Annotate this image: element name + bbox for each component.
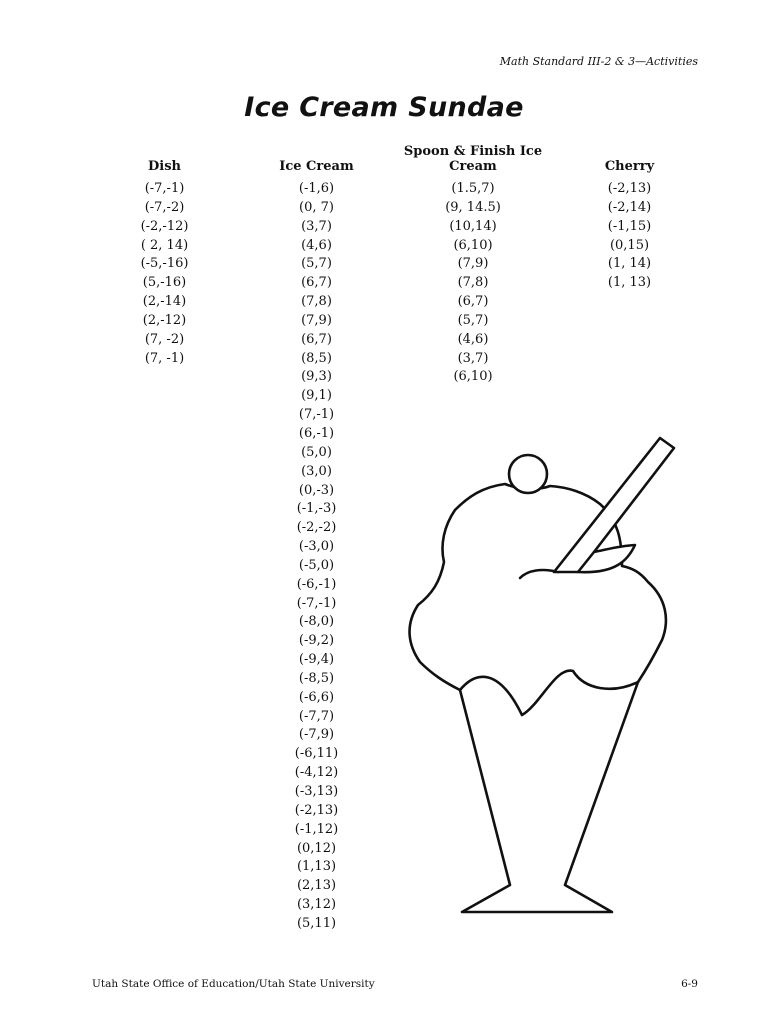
coord-item: (3,7): [301, 218, 332, 234]
coord-item: (-7,-2): [144, 199, 185, 215]
coord-item: (5,0): [301, 444, 332, 460]
column-heading-cherry: Cherry: [604, 159, 655, 174]
coord-item: (6,10): [453, 369, 493, 385]
coord-item: (3,0): [301, 463, 332, 479]
scoop-inner-curve: [520, 570, 558, 578]
coord-item: (-2,13): [607, 181, 652, 196]
coord-item: (1,13): [296, 859, 337, 875]
coord-item: (7, -1): [144, 350, 185, 366]
coord-item: (9, 14.5): [445, 199, 501, 215]
coord-item: (-7,7): [298, 708, 335, 724]
header-note: Math Standard III-2 & 3—Activities: [499, 55, 698, 68]
coord-item: (-6,-1): [296, 576, 337, 592]
coord-item: (3,12): [296, 897, 337, 913]
coord-item: (1, 13): [607, 275, 652, 291]
coord-item: (-1,15): [607, 218, 652, 234]
coord-item: (7,9): [457, 256, 489, 272]
column-heading-ice-cream: Ice Cream: [279, 159, 354, 174]
coord-item: (7,9): [301, 312, 332, 328]
coord-item: (9,1): [301, 388, 332, 404]
coord-item: (6,-1): [298, 425, 335, 441]
coord-item: (-9,2): [298, 633, 335, 649]
coord-item: (9,3): [301, 369, 332, 385]
coord-item: (7,8): [457, 275, 489, 291]
coord-item: (-6,6): [298, 689, 335, 705]
coord-item: (2,13): [296, 878, 337, 894]
coord-item: (-5,-16): [140, 256, 189, 272]
coord-item: (-1,12): [294, 821, 339, 837]
coord-item: (-6,11): [294, 746, 339, 762]
coord-item: (7,8): [301, 294, 332, 310]
ice-cream-scoop-outline: [410, 484, 666, 715]
coord-item: (3,7): [457, 350, 489, 366]
coord-item: (1.5,7): [451, 181, 495, 196]
coord-item: (7,-1): [298, 407, 335, 423]
cherry-outline: [509, 455, 547, 493]
coord-item: (10,14): [449, 218, 497, 234]
coord-item: (-2,-12): [140, 218, 189, 234]
coord-item: (-9,4): [298, 652, 335, 668]
footer-credit: Utah State Office of Education/Utah State University: [92, 978, 375, 990]
coord-item: (4,6): [457, 331, 489, 347]
coord-item: (0, 7): [299, 199, 334, 215]
coord-item: (5,7): [301, 256, 332, 272]
coord-item: (-2,-2): [296, 520, 337, 536]
coord-item: (2,-14): [142, 294, 187, 310]
coord-item: (-8,0): [298, 614, 335, 630]
coord-item: (-2,14): [607, 199, 652, 215]
coord-item: (0,12): [296, 840, 337, 856]
coord-item: (-7,-1): [144, 181, 185, 196]
coord-item: (5,11): [296, 915, 337, 931]
coord-item: (-5,0): [298, 557, 335, 573]
coord-item: (-1,6): [298, 181, 335, 196]
coord-item: (6,10): [453, 237, 493, 253]
coord-item: (6,7): [457, 294, 489, 310]
coord-item: (2,-12): [142, 312, 187, 328]
spoon-outline: [554, 438, 674, 572]
coord-item: (8,5): [301, 350, 332, 366]
coord-item: (-8,5): [298, 670, 335, 686]
column-heading-dish: Dish: [148, 159, 181, 174]
sundae-dish-outline: [460, 682, 638, 912]
coord-item: (-4,12): [294, 765, 339, 781]
coord-item: (0,-3): [298, 482, 335, 498]
coord-item: (-7,-1): [296, 595, 337, 611]
page-number: 6-9: [681, 978, 698, 990]
coord-item: (5,7): [457, 312, 489, 328]
coord-item: (-7,9): [298, 727, 335, 743]
coord-item: (-2,13): [294, 802, 339, 818]
coord-item: (1, 14): [607, 256, 652, 272]
coord-item: (-3,13): [294, 784, 339, 799]
column-heading-spoon: Spoon & Finish Ice Cream: [403, 144, 543, 174]
page-title: Ice Cream Sundae: [244, 92, 524, 123]
coord-item: ( 2, 14): [140, 237, 189, 253]
coord-item: (4,6): [301, 237, 332, 253]
coord-item: (6,7): [301, 331, 332, 347]
coord-item: (6,7): [301, 275, 332, 291]
coord-item: (-3,0): [298, 539, 335, 555]
coord-item: (0,15): [609, 237, 650, 253]
coord-item: (5,-16): [142, 275, 187, 291]
coord-item: (7, -2): [144, 331, 185, 347]
coord-item: (-1,-3): [296, 501, 337, 517]
